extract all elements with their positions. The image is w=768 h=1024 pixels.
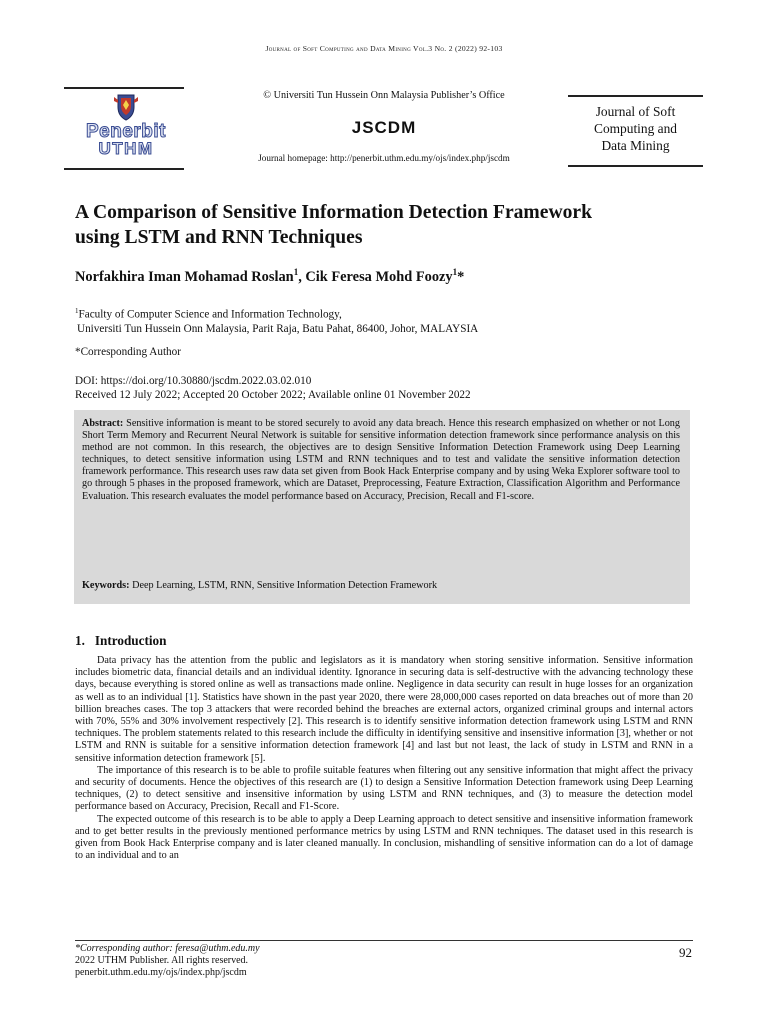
paragraph: Data privacy has the attention from the public and legislators as it is mandatory when storing sensitive information. Sensitive information includes biometric data, financial details and an individual identity. Ignorance in securing data is self-destructive with the advancing technology these days, because everything is stored online as well as transactions made online. Negligence in data security can result in huge losses for an organization as well as to an individual [1]. Statistics have shown in the past year 2020, there were 28,000,000 cases reported on data breaches out of more than 20 billion breaches cases. The top 3 attackers that were recorded behind the breaches are external actors, organized criminal groups and internal actors with 70%, 55% and 30% involvement respectively [2]. This research is to identify sensitive information detection framework using LSTM and RNN techniques. The problem statements related to this research include the difficulty in identifying sensitive and insensitive information [3], whether or not LSTM and RNN is suitable for a sensitive information detection framework [4] and last but not least, the lack of study in LSTM and RNN in a sensitive information detection framework [5]. bbox=[75, 655, 693, 764]
masthead-rule-right-top bbox=[568, 95, 703, 97]
author-name: Cik Feresa Mohd Foozy bbox=[305, 268, 453, 285]
paragraph: The importance of this research is to be able to profile suitable features when filtering out any sensitive information that might affect the privacy and security of documents. Hence the objectives of this research are (1) to design a Sensitive Information Detection framework using Deep Learning techniques, (2) to detect sensitive and insensitive information by using LSTM and RNN techniques, and (3) to measure the detection model performance based on Accuracy, Precision, Recall and F1-Score. bbox=[75, 764, 693, 813]
affiliation-marker: 1 bbox=[293, 267, 299, 277]
logo-text-uthm: UTHM bbox=[98, 139, 154, 158]
section-number: 1. bbox=[75, 633, 85, 648]
doi-link[interactable]: DOI: https://doi.org/10.30880/jscdm.2022.03.02.010 bbox=[75, 375, 312, 387]
affiliation bbox=[75, 304, 700, 336]
corresponding-author-note: *Corresponding Author bbox=[75, 346, 181, 358]
journal-name-line: Data Mining bbox=[601, 138, 670, 153]
keywords-label: Keywords: bbox=[82, 580, 130, 591]
affiliation-number: 1 bbox=[75, 307, 79, 315]
publisher-rights: 2022 UTHM Publisher. All rights reserved. bbox=[75, 955, 249, 967]
masthead-rule-left-top bbox=[64, 87, 184, 89]
journal-name-box bbox=[568, 103, 703, 154]
author-name: Norfakhira Iman Mohamad Roslan bbox=[75, 268, 294, 285]
author-separator: , bbox=[298, 268, 306, 285]
journal-abbreviation: JSCDM bbox=[351, 118, 417, 137]
journal-homepage-link[interactable]: Journal homepage: http://penerbit.uthm.edu.my/ojs/index.php/jscdm bbox=[258, 153, 510, 163]
keywords-text: Deep Learning, LSTM, RNN, Sensitive Information Detection Framework bbox=[129, 580, 438, 591]
masthead-rule-left-bottom bbox=[64, 168, 184, 170]
abstract-label: Abstract: bbox=[82, 418, 124, 429]
author-list bbox=[75, 267, 700, 286]
section-title: Introduction bbox=[94, 633, 167, 648]
footnote bbox=[75, 943, 575, 980]
paragraph: The expected outcome of this research is to be able to apply a Deep Learning approach to detect sensitive and insensitive information framework and to get better results in the previously mentioned performance metrics by using LSTM and RNN techniques. The dataset used in this research is given from Book Hack Enterprise company and is later cleaned manually. In conclusion, mishandling of sensitive information can do a lot of damage to an individual and to an bbox=[75, 813, 693, 862]
running-head: Journal of Soft Computing and Data Mining Vol.3 No. 2 (2022) 92-103 bbox=[265, 44, 503, 53]
journal-url[interactable]: penerbit.uthm.edu.my/ojs/index.php/jscdm bbox=[75, 967, 247, 979]
article-title bbox=[75, 200, 700, 250]
abstract-text: Sensitive information is meant to be stored securely to avoid any data breach. Hence this research emphasized on whether or not Long Short Term Memory and Recurrent Neural Network is suitable for sensitive information detection framework since performance analysis on this method are not common. In this research, the objectives are to design Sensitive Information Detection Framework using Deep Learning techniques, to detect sensitive information using LSTM and RNN techniques and to test and validate the sensitive information detection framework performance. This research uses raw data set given from Book Hack Enterprise company and by using Weka Explorer software tool to go through 5 phases in the proposed framework, which are Dataset, Preprocessing, Feature Extraction, Classification Algorithm and Performance Evaluation. This research evaluates the model performance based on Accuracy, Precision, Recall and F1-score. bbox=[82, 418, 680, 502]
article-dates: Received 12 July 2022; Accepted 20 October 2022; Available online 01 November 2022 bbox=[75, 389, 471, 401]
logo-text-penerbit: Penerbit bbox=[85, 121, 167, 142]
introduction-body bbox=[75, 655, 693, 862]
title-line: A Comparison of Sensitive Information Detection Framework bbox=[75, 202, 592, 223]
section-heading bbox=[75, 633, 166, 649]
publisher-logo bbox=[76, 92, 176, 164]
copyright-line: © Universiti Tun Hussein Onn Malaysia Publisher’s Office bbox=[263, 90, 505, 101]
crest-icon bbox=[76, 92, 176, 122]
corresponding-email: *Corresponding author: feresa@uthm.edu.my bbox=[75, 943, 260, 954]
journal-name-line: Computing and bbox=[594, 121, 677, 136]
affiliation-line: Faculty of Computer Science and Information Technology, bbox=[78, 308, 342, 321]
page-number: 92 bbox=[679, 945, 692, 960]
article-meta bbox=[75, 374, 471, 402]
corresponding-marker: * bbox=[457, 268, 465, 285]
journal-name-line: Journal of Soft bbox=[595, 104, 676, 119]
keywords bbox=[82, 580, 680, 591]
title-line: using LSTM and RNN Techniques bbox=[75, 227, 363, 248]
affiliation-marker: 1 bbox=[452, 267, 458, 277]
footnote-divider bbox=[75, 940, 693, 941]
affiliation-line: Universiti Tun Hussein Onn Malaysia, Parit Raja, Batu Pahat, 86400, Johor, MALAYSIA bbox=[77, 322, 479, 335]
abstract bbox=[82, 418, 680, 503]
masthead-rule-right-bottom bbox=[568, 165, 703, 167]
